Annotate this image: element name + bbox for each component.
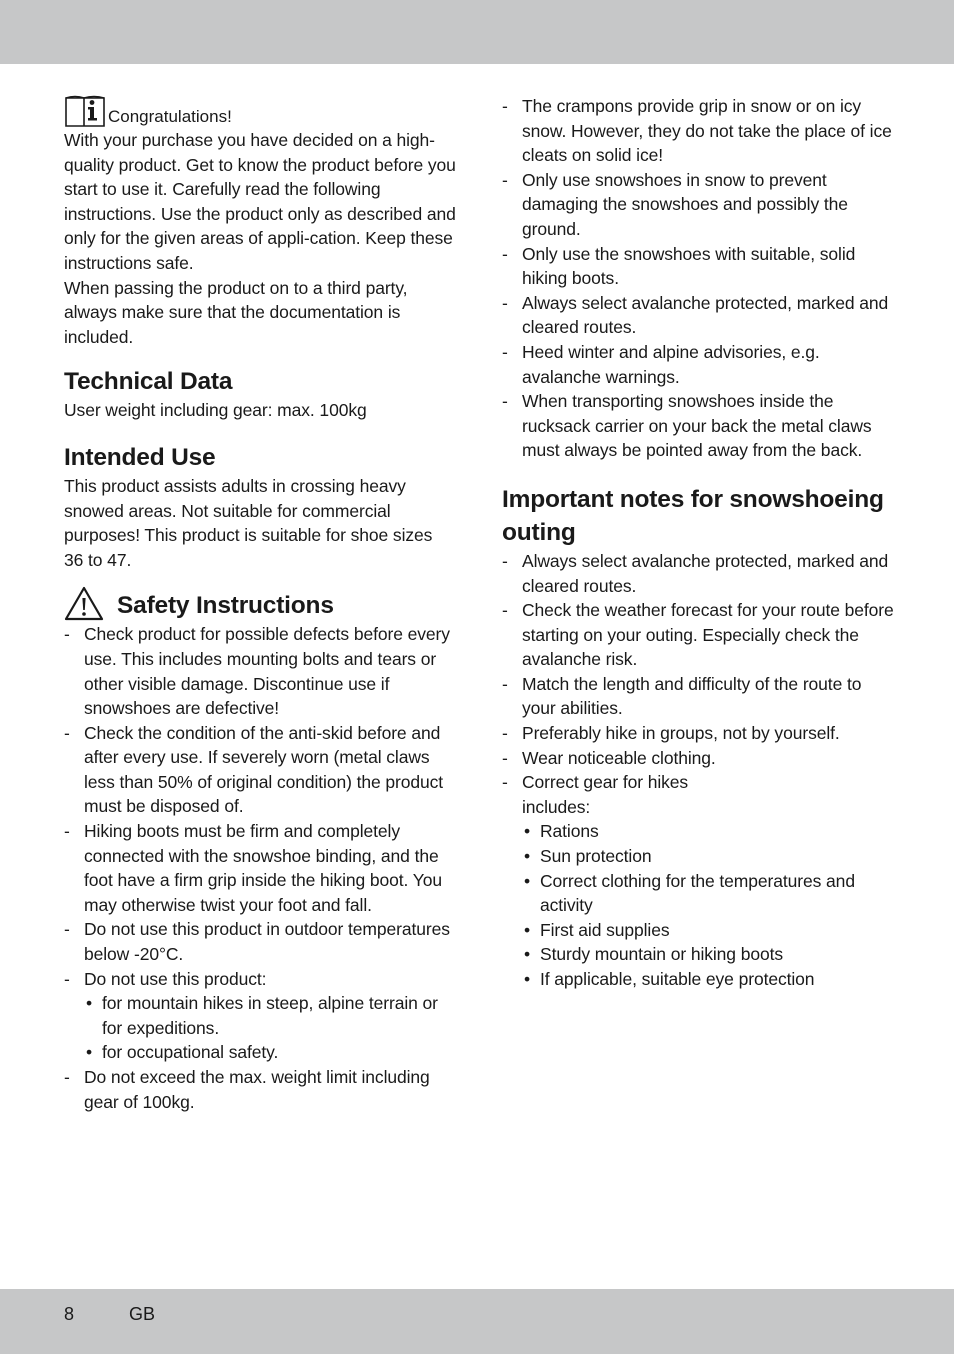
- list-item: • First aid supplies: [522, 918, 894, 943]
- page-language: GB: [129, 1304, 156, 1324]
- list-item: - Preferably hike in groups, not by yourself.: [502, 721, 894, 746]
- notes-list: [502, 549, 894, 992]
- gear-lead-line-1: Correct gear for hikes: [522, 772, 689, 793]
- list-item: • Rations: [522, 819, 894, 844]
- info-book-icon: [64, 94, 106, 128]
- list-item: - Only use the snowshoes with suitable, solid hiking boots.: [502, 242, 894, 291]
- list-item: [502, 770, 894, 991]
- list-item: - Always select avalanche protected, marked and cleared routes.: [502, 291, 894, 340]
- left-column: [64, 94, 456, 1114]
- list-item: • Sturdy mountain or hiking boots: [522, 942, 894, 967]
- list-item: • for mountain hikes in steep, alpine terrain or for expeditions.: [84, 991, 456, 1040]
- safety-heading: Safety Instructions: [117, 592, 334, 620]
- right-column: [502, 94, 894, 992]
- list-item: • If applicable, suitable eye protection: [522, 967, 894, 992]
- list-item: - Check the condition of the anti-skid before and after every use. If severely worn (metal claws less than 50% of original condition) the product must be disposed of.: [64, 721, 456, 819]
- intended-use-text: This product assists adults in crossing heavy snowed areas. Not suitable for commercial purposes! This product is suitable for shoe sizes 36 to 47.: [64, 475, 433, 570]
- warning-triangle-icon: [64, 586, 104, 622]
- safety-heading-line: [64, 586, 456, 622]
- list-item: [64, 967, 456, 1065]
- gear-lead-line-2: includes:: [522, 796, 591, 817]
- technical-data-text: User weight including gear: max. 100kg: [64, 400, 367, 421]
- list-item: - Match the length and difficulty of the route to your abilities.: [502, 672, 894, 721]
- safety-list: [64, 622, 456, 1114]
- list-item: - Hiking boots must be firm and completely connected with the snowshoe binding, and the foot have a firm grip inside the hiking boot. You may otherwise twist your foot and fall.: [64, 819, 456, 917]
- list-item: - The crampons provide grip in snow or on icy snow. However, they do not take the place of ice cleats on solid ice!: [502, 94, 894, 168]
- list-item: - Always select avalanche protected, marked and cleared routes.: [502, 549, 894, 598]
- list-item: - Wear noticeable clothing.: [502, 746, 894, 771]
- list-item: • for occupational safety.: [84, 1040, 456, 1065]
- safety-sub-list: [84, 991, 456, 1065]
- top-band: [0, 0, 954, 64]
- list-item: • Correct clothing for the temperatures and activity: [522, 869, 894, 918]
- list-item: - Only use snowshoes in snow to prevent damaging the snowshoes and possibly the ground.: [502, 168, 894, 242]
- list-item: - When transporting snowshoes inside the rucksack carrier on your back the metal claws must always be pointed away from the back.: [502, 389, 894, 463]
- intended-use-heading: Intended Use: [64, 443, 216, 471]
- list-item: - Do not exceed the max. weight limit including gear of 100kg.: [64, 1065, 456, 1114]
- technical-data-heading: Technical Data: [64, 368, 233, 396]
- notes-heading: Important notes for snowshoeing outing: [502, 485, 884, 546]
- page-number: 8: [64, 1304, 75, 1324]
- list-item: - Check product for possible defects before every use. This includes mounting bolts and tears or other visible damage. Discontinue use if snowshoes are defective!: [64, 622, 456, 720]
- list-item: - Do not use this product in outdoor temperatures below -20°C.: [64, 917, 456, 966]
- intro-paragraph-2: When passing the product on to a third party, always make sure that the documentation is included.: [64, 277, 408, 347]
- intro-heading-line: [64, 94, 456, 128]
- intro-paragraph-1: With your purchase you have decided on a high-quality product. Get to know the product before you start to use it. Carefully read the following instructions. Use the product only as described and only for the given areas of appli-cation. Keep these instructions safe.: [64, 130, 456, 273]
- list-item: - Heed winter and alpine advisories, e.g. avalanche warnings.: [502, 340, 894, 389]
- list-item: - Check the weather forecast for your route before starting on your outing. Especially check the avalanche risk.: [502, 598, 894, 672]
- list-item: • Sun protection: [522, 844, 894, 869]
- gear-list: [522, 819, 894, 991]
- list-item-text: Do not use this product:: [84, 968, 267, 989]
- intro-heading: Congratulations!: [108, 107, 232, 126]
- safety-list-continued: [502, 94, 894, 463]
